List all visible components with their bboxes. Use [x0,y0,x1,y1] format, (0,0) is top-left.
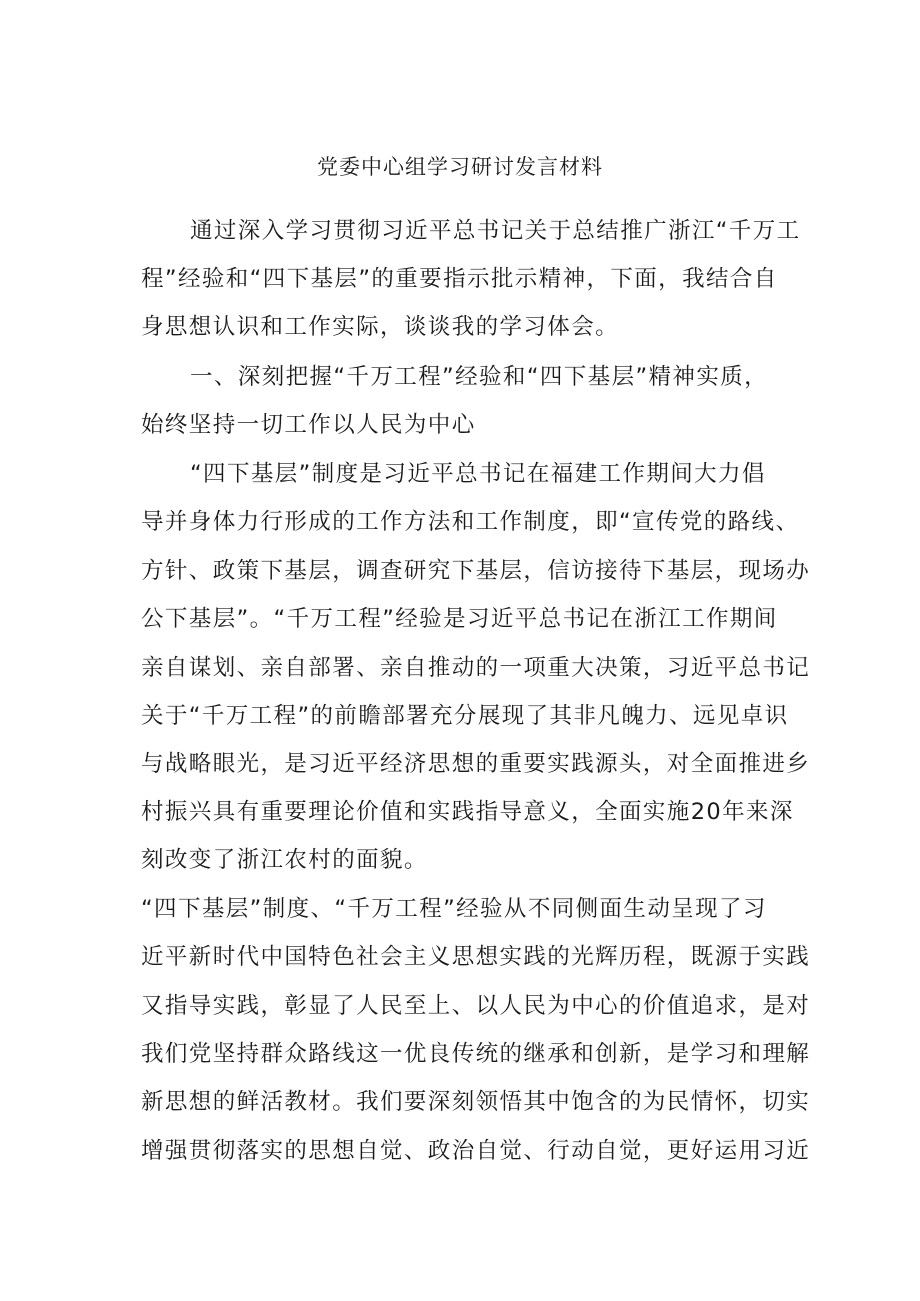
body-line: 方针、政策下基层，调查研究下基层，信访接待下基层，现场办 [141,558,811,584]
body-line: 新思想的鲜活教材。我们要深刻领悟其中饱含的为民情怀，切实 [141,1089,811,1115]
body-line: 我们党坚持群众路线这一优良传统的继承和创新，是学习和理解 [141,1041,811,1067]
document-title: 党委中心组学习研讨发言材料 [317,155,603,179]
body-line: “四下基层”制度是习近平总书记在福建工作期间大力倡 [190,461,766,487]
body-line: 关于“千万工程”的前瞻部署充分展现了其非凡魄力、远见卓识 [141,703,789,729]
body-line: 刻改变了浙江农村的面貌。 [141,847,428,873]
body-line: 身思想认识和工作实际，谈谈我的学习体会。 [141,314,620,340]
section-heading-line: 始终坚持一切工作以人民为中心 [141,412,476,438]
body-line: 近平新时代中国特色社会主义思想实践的光辉历程，既源于实践 [141,944,811,970]
body-line: 增强贯彻落实的思想自觉、政治自觉、行动自觉，更好运用习近 [141,1138,811,1164]
body-line: 又指导实践，彰显了人民至上、以人民为中心的价值追求，是对 [141,993,811,1019]
body-line: 亲自谋划、亲自部署、亲自推动的一项重大决策，习近平总书记 [141,655,811,681]
body-line: 导并身体力行形成的工作方法和工作制度，即“宣传党的路线、 [141,509,800,535]
body-line: 与战略眼光，是习近平经济思想的重要实践源头，对全面推进乡 [141,751,811,777]
body-line: 公下基层”。“千万工程”经验是习近平总书记在浙江工作期间 [141,606,778,632]
body-line: 程”经验和“四下基层”的重要指示批示精神，下面，我结合自 [141,266,778,292]
section-heading-line: 一、深刻把握“千万工程”经验和“四下基层”精神实质， [190,364,769,390]
body-line: “四下基层”制度、“千万工程”经验从不同侧面生动呈现了习 [141,896,767,922]
body-line: 村振兴具有重要理论价值和实践指导意义，全面实施20年来深 [141,799,794,825]
body-line: 通过深入学习贯彻习近平总书记关于总结推广浙江“千万工 [190,218,801,244]
